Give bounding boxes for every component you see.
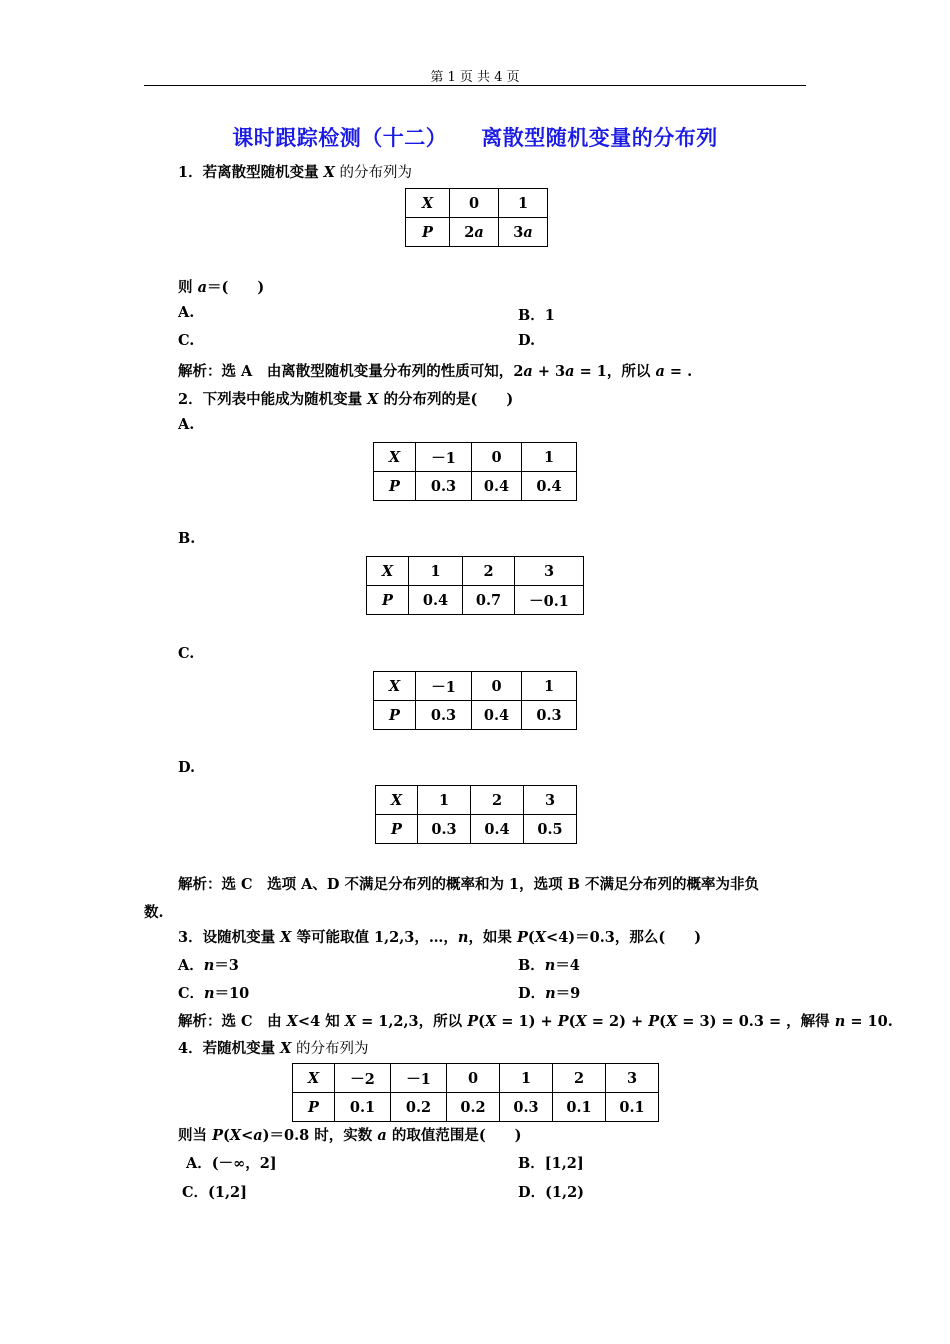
table-cell: 0 bbox=[472, 443, 522, 472]
table-cell: 0.3 bbox=[500, 1093, 553, 1122]
table-cell: 3a bbox=[499, 218, 548, 247]
table-cell: 0 bbox=[450, 189, 499, 218]
table-cell: －2 bbox=[335, 1064, 391, 1093]
table-cell: 1 bbox=[499, 189, 548, 218]
page-title bbox=[0, 122, 950, 152]
table-cell: 0.3 bbox=[418, 815, 471, 844]
table-cell: 3 bbox=[524, 786, 577, 815]
table-cell: 0.4 bbox=[472, 472, 522, 501]
table-cell: X bbox=[374, 672, 416, 701]
table-cell: 0.4 bbox=[472, 701, 522, 730]
q3-option-a: A．n＝3 bbox=[178, 957, 239, 974]
table-cell: 0.1 bbox=[335, 1093, 391, 1122]
q2-solution-cont: 数. bbox=[144, 904, 164, 921]
table-cell: 0.1 bbox=[553, 1093, 606, 1122]
table-row bbox=[293, 1064, 659, 1093]
q3-option-c: C．n＝10 bbox=[178, 985, 250, 1002]
table-row bbox=[376, 786, 577, 815]
table-cell: －0.1 bbox=[515, 586, 584, 615]
q1-solution: 解析：选 A 由离散型随机变量分布列的性质可知，2a + 3a = 1，所以 a = . bbox=[178, 363, 693, 380]
q3-stem: 3．设随机变量 X 等可能取值 1,2,3，…，n，如果 P(X<4)＝0.3，那么( ) bbox=[178, 929, 702, 946]
table-cell: 0.3 bbox=[416, 701, 472, 730]
table-row bbox=[374, 443, 577, 472]
table-cell: 2a bbox=[450, 218, 499, 247]
table-cell: 3 bbox=[606, 1064, 659, 1093]
table-cell: 2 bbox=[553, 1064, 606, 1093]
table-cell: X bbox=[367, 557, 409, 586]
q4-option-a: A．(－∞，2] bbox=[186, 1155, 277, 1172]
table-cell: P bbox=[293, 1093, 335, 1122]
q1-option-c: C. bbox=[178, 332, 195, 349]
title-sub: 离散型随机变量的分布列 bbox=[481, 126, 718, 150]
q1-question: 则 a＝( ) bbox=[178, 279, 265, 296]
table-cell: 0.2 bbox=[447, 1093, 500, 1122]
q3-solution: 解析：选 C 由 X<4 知 X = 1,2,3，所以 P(X = 1) + P(X = 2) + P(X = 3) = 0.3 = ，解得 n = 10. bbox=[178, 1013, 893, 1030]
q1-distribution-table bbox=[405, 188, 548, 247]
table-cell: －1 bbox=[391, 1064, 447, 1093]
page-indicator: 第 1 页 共 4 页 bbox=[430, 70, 520, 85]
table-cell: 0.4 bbox=[522, 472, 577, 501]
table-row bbox=[374, 472, 577, 501]
q2-table-b bbox=[366, 556, 584, 615]
table-cell: 0.3 bbox=[416, 472, 472, 501]
table-row bbox=[367, 586, 584, 615]
table-cell: 2 bbox=[471, 786, 524, 815]
q2-table-d bbox=[375, 785, 577, 844]
table-cell: 0.5 bbox=[524, 815, 577, 844]
table-row bbox=[406, 189, 548, 218]
q2-option-d-label: D. bbox=[178, 759, 196, 776]
table-cell: P bbox=[374, 701, 416, 730]
q3-option-d: D．n＝9 bbox=[518, 985, 581, 1002]
table-cell: 0.4 bbox=[409, 586, 463, 615]
table-row bbox=[293, 1093, 659, 1122]
table-cell: 0 bbox=[472, 672, 522, 701]
table-cell: 3 bbox=[515, 557, 584, 586]
q2-option-c-label: C. bbox=[178, 645, 195, 662]
table-row bbox=[374, 701, 577, 730]
table-cell: 0.2 bbox=[391, 1093, 447, 1122]
table-cell: 0.3 bbox=[522, 701, 577, 730]
table-cell: 1 bbox=[522, 672, 577, 701]
table-row bbox=[367, 557, 584, 586]
table-cell: －1 bbox=[416, 672, 472, 701]
table-cell: P bbox=[406, 218, 450, 247]
table-cell: X bbox=[293, 1064, 335, 1093]
table-cell: 1 bbox=[500, 1064, 553, 1093]
q4-stem: 4．若随机变量 X 的分布列为 bbox=[178, 1040, 369, 1057]
table-cell: 0.4 bbox=[471, 815, 524, 844]
table-cell: 1 bbox=[522, 443, 577, 472]
q2-option-b-label: B. bbox=[178, 530, 196, 547]
title-main: 课时跟踪检测（十二） bbox=[232, 126, 448, 150]
q1-option-b: B．1 bbox=[518, 307, 555, 324]
q2-option-a-label: A. bbox=[178, 416, 195, 433]
q2-stem: 2．下列表中能成为随机变量 X 的分布列的是( ) bbox=[178, 391, 514, 408]
table-cell: 0.7 bbox=[463, 586, 515, 615]
q4-option-c: C．(1,2] bbox=[182, 1184, 247, 1201]
table-cell: P bbox=[367, 586, 409, 615]
q2-table-a bbox=[373, 442, 577, 501]
table-cell: P bbox=[376, 815, 418, 844]
table-cell: －1 bbox=[416, 443, 472, 472]
q2-table-c bbox=[373, 671, 577, 730]
table-cell: 0.1 bbox=[606, 1093, 659, 1122]
q1-option-a: A. bbox=[178, 304, 195, 321]
table-cell: 2 bbox=[463, 557, 515, 586]
q4-option-b: B．[1,2] bbox=[518, 1155, 584, 1172]
table-cell: X bbox=[374, 443, 416, 472]
table-cell: P bbox=[374, 472, 416, 501]
table-cell: 0 bbox=[447, 1064, 500, 1093]
q1-option-d: D. bbox=[518, 332, 536, 349]
table-row bbox=[374, 672, 577, 701]
table-cell: 1 bbox=[409, 557, 463, 586]
table-cell: X bbox=[406, 189, 450, 218]
q4-distribution-table bbox=[292, 1063, 659, 1122]
table-cell: X bbox=[376, 786, 418, 815]
table-cell: 1 bbox=[418, 786, 471, 815]
q4-question: 则当 P(X<a)＝0.8 时，实数 a 的取值范围是( ) bbox=[178, 1127, 522, 1144]
q4-option-d: D．(1,2) bbox=[518, 1184, 585, 1201]
q3-option-b: B．n＝4 bbox=[518, 957, 580, 974]
table-row bbox=[406, 218, 548, 247]
q1-stem: 1．若离散型随机变量 X 的分布列为 bbox=[178, 164, 413, 181]
header-rule bbox=[144, 85, 806, 86]
table-row bbox=[376, 815, 577, 844]
q2-solution: 解析：选 C 选项 A、D 不满足分布列的概率和为 1，选项 B 不满足分布列的概率为非负 bbox=[178, 876, 760, 893]
